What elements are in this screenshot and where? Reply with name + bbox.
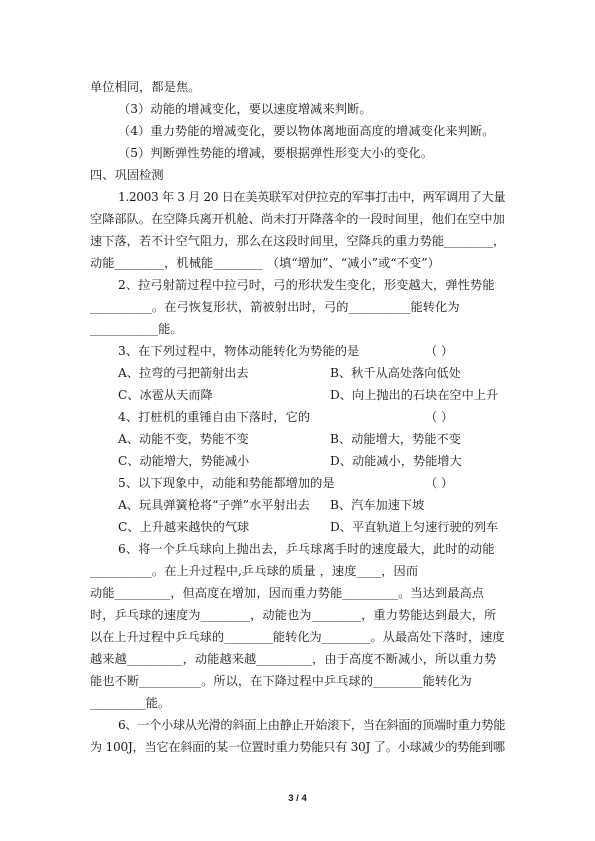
question-1-text: 速下落，若不计空气阻力，那么在这段时间里，空降兵的重力势能________， bbox=[90, 234, 506, 248]
section-heading: 四、巩固检测 bbox=[90, 168, 164, 182]
question-2-text: __________。在弓恢复形状，箭被射出时，弓的__________能转化为 bbox=[90, 300, 460, 314]
question-6-text: 动能_________，但高度在增加，因而重力势能_________。当达到最高点 bbox=[90, 586, 485, 600]
question-5-text: 5、以下现象中，动能和势能都增加的是 bbox=[118, 476, 335, 490]
question-6-text: 越来越_________，动能越来越_________，由于高度不断减小，所以重力势 bbox=[90, 652, 497, 666]
question-6-text: 以在上升过程中乒乓球的________能转化为________。从最高处下落时，速度 bbox=[90, 630, 505, 644]
question-1-text: 动能________，机械能________ （填“增加”、“减小”或“不变”） bbox=[90, 256, 440, 270]
question-3-text: 3、在下列过程中，物体动能转化为势能的是 bbox=[118, 344, 360, 358]
choice-d: D、向上抛出的石块在空中上升 bbox=[330, 388, 499, 402]
choice-b: B、汽车加速下坡 bbox=[330, 498, 425, 512]
choice-d: D、平直轨道上匀速行驶的列车 bbox=[330, 520, 499, 534]
answer-bracket: （ ） bbox=[425, 344, 454, 358]
question-6-text: __________。在上升过程中,乒乓球的质量 ，速度____，因而 bbox=[90, 564, 419, 578]
choice-b: B、动能增大，势能不变 bbox=[330, 432, 461, 446]
question-2-text: 2、拉弓射箭过程中拉弓时，弓的形状发生变化，形变越大，弹性势能 bbox=[118, 278, 495, 292]
question-2-text: ___________能。 bbox=[90, 322, 183, 336]
choice-c: C、动能增大，势能减小 bbox=[118, 454, 250, 468]
page-number: 3 / 4 bbox=[288, 793, 307, 804]
question-7-text: 6、一个小球从光滑的斜面上由静止开始滚下，当在斜面的顶端时重力势能 bbox=[118, 718, 506, 732]
question-7-text: 为 100J，当它在斜面的某一位置时重力势能只有 30J 了。小球减少的势能到哪 bbox=[90, 740, 505, 754]
question-6-text: 6、将一个乒乓球向上抛出去，乒乓球离手时的速度最大，此时的动能 bbox=[118, 542, 495, 556]
choice-c: C、冰雹从天而降 bbox=[118, 388, 213, 402]
question-6-text: 能也不断__________。所以，在下降过程中乒乓球的________能转化为 bbox=[90, 674, 472, 688]
choice-a: A、玩具弹簧枪将“子弹”水平射出去 bbox=[118, 498, 310, 512]
question-6-text: _________能。 bbox=[90, 696, 171, 710]
summary-item-3: （3）动能的增减变化，要以速度增减来判断。 bbox=[118, 102, 372, 116]
summary-item-4: （4）重力势能的增减变化，要以物体离地面高度的增减变化来判断。 bbox=[118, 124, 495, 138]
answer-bracket: （ ） bbox=[425, 410, 454, 424]
question-6-text: 时，乒乓球的速度为________，动能也为________，重力势能达到最大，所 bbox=[90, 608, 497, 622]
choice-a: A、拉弯的弓把箭射出去 bbox=[118, 366, 249, 380]
choice-a: A、动能不变，势能不变 bbox=[118, 432, 249, 446]
choice-b: B、秋千从高处落向低处 bbox=[330, 366, 461, 380]
choice-c: C、上升越来越快的气球 bbox=[118, 520, 250, 534]
question-1-text: 空降部队。在空降兵离开机舱、尚未打开降落伞的一段时间里，他们在空中加 bbox=[90, 212, 505, 226]
text-line: 单位相同，都是焦。 bbox=[90, 80, 201, 94]
answer-bracket: （ ） bbox=[425, 476, 454, 490]
summary-item-5: （5）判断弹性势能的增减，要根据弹性形变大小的变化。 bbox=[118, 146, 434, 160]
question-4-text: 4、打桩机的重锤自由下落时，它的 bbox=[118, 410, 311, 424]
question-1-text: 1.2003 年 3 月 20 日在美英联军对伊拉克的军事打击中，两军调用了大量 bbox=[118, 190, 506, 204]
choice-d: D、动能减小，势能增大 bbox=[330, 454, 462, 468]
